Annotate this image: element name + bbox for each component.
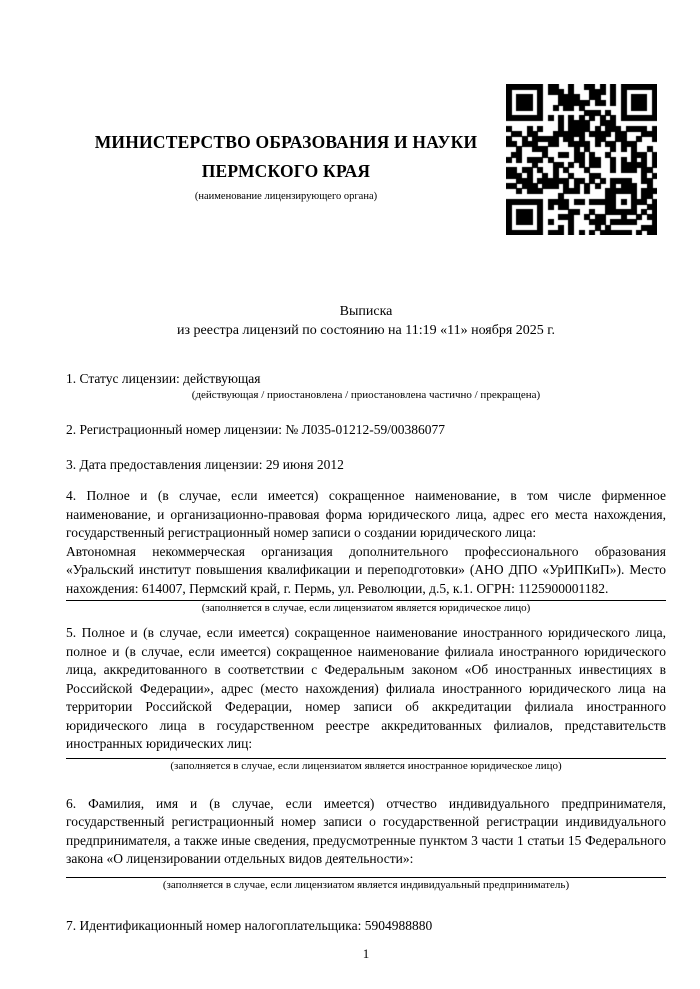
item-individual-entrepreneur <box>66 795 666 893</box>
legal-entity-caption: (заполняется в случае, если лицензиатом является юридическое лицо) <box>201 602 531 614</box>
page-footer <box>66 947 666 961</box>
entrepreneur-intro: 6. Фамилия, имя и (в случае, если имеется) отчество индивидуального предпринимателя, государственный регистрационный номер записи о государственной регистрации индивидуального предпринимателя, а также иные сведения, предусмотренные пунктом 3 части 1 статьи 15 Федерального закона «О лицензировании отдельных видов деятельности»: <box>66 795 666 866</box>
qr-code <box>506 84 657 235</box>
license-date-text: 3. Дата предоставления лицензии: 29 июня 2012 <box>66 457 344 472</box>
license-status-caption: (действующая / приостановлена / приостановлена частично / прекращена) <box>191 389 541 401</box>
foreign-entity-intro: 5. Полное и (в случае, если имеется) сокращенное наименование иностранного юридического лица, полное и (в случае, если имеется) сокращенное наименование филиала иностранного юридического лица, аккредитованного в соответствии с Федеральным законом «Об иностранных инвестициях в Российской Федерации», адрес (место нахождения) филиала иностранного юридического лица на территории Российской Федерации, номер записи об аккредитации филиала иностранного юридического лица в государственном реестре аккредитованных филиалов, представительств иностранных юридических лиц: <box>66 625 666 751</box>
item-foreign-entity <box>66 624 666 774</box>
item-legal-entity <box>66 487 666 616</box>
item-taxpayer-number <box>66 916 666 935</box>
license-status-text: 1. Статус лицензии: действующая <box>66 371 261 386</box>
page-number: 1 <box>362 945 370 961</box>
legal-entity-intro: 4. Полное и (в случае, если имеется) сокращенное наименование, в том числе фирменное наименование, и организационно-правовая форма юридического лица, адрес его места нахождения, государственный регистрационный номер записи о создании юридического лица: <box>66 488 666 540</box>
entrepreneur-caption: (заполняется в случае, если лицензиатом является индивидуальный предприниматель) <box>162 878 570 891</box>
item-license-date <box>66 455 666 474</box>
document-title <box>66 302 666 340</box>
ministry-name-line2: ПЕРМСКОГО КРАЯ <box>201 161 371 181</box>
document-title-line2: из реестра лицензий по состоянию на 11:19 «11» ноября 2025 г. <box>177 323 555 338</box>
qr-code-icon <box>506 84 657 235</box>
document-header <box>66 0 666 235</box>
taxpayer-number-text: 7. Идентификационный номер налогоплательщика: 5904988880 <box>66 917 433 933</box>
licensing-authority-block <box>66 84 506 204</box>
foreign-entity-caption: (заполняется в случае, если лицензиатом является иностранное юридическое лицо) <box>170 759 562 772</box>
ministry-name-line1: МИНИСТЕРСТВО ОБРАЗОВАНИЯ И НАУКИ <box>94 132 478 152</box>
registration-number-text: 2. Регистрационный номер лицензии: № Л035-01212-59/00386077 <box>66 422 446 437</box>
ministry-caption: (наименование лицензирующего органа) <box>194 191 378 202</box>
item-registration-number <box>66 420 666 439</box>
document-title-line1: Выписка <box>339 304 393 319</box>
item-license-status <box>66 369 666 403</box>
legal-entity-value: Автономная некоммерческая организация дополнительного профессионального образования «Уральский институт повышения квалификации и переподготовки» (АНО ДПО «УрИПКиП»). Место нахождения: 614007, Пермский край, г. Пермь, ул. Революции, д.5, к.1. ОГРН: 1125900001182. <box>66 543 666 596</box>
